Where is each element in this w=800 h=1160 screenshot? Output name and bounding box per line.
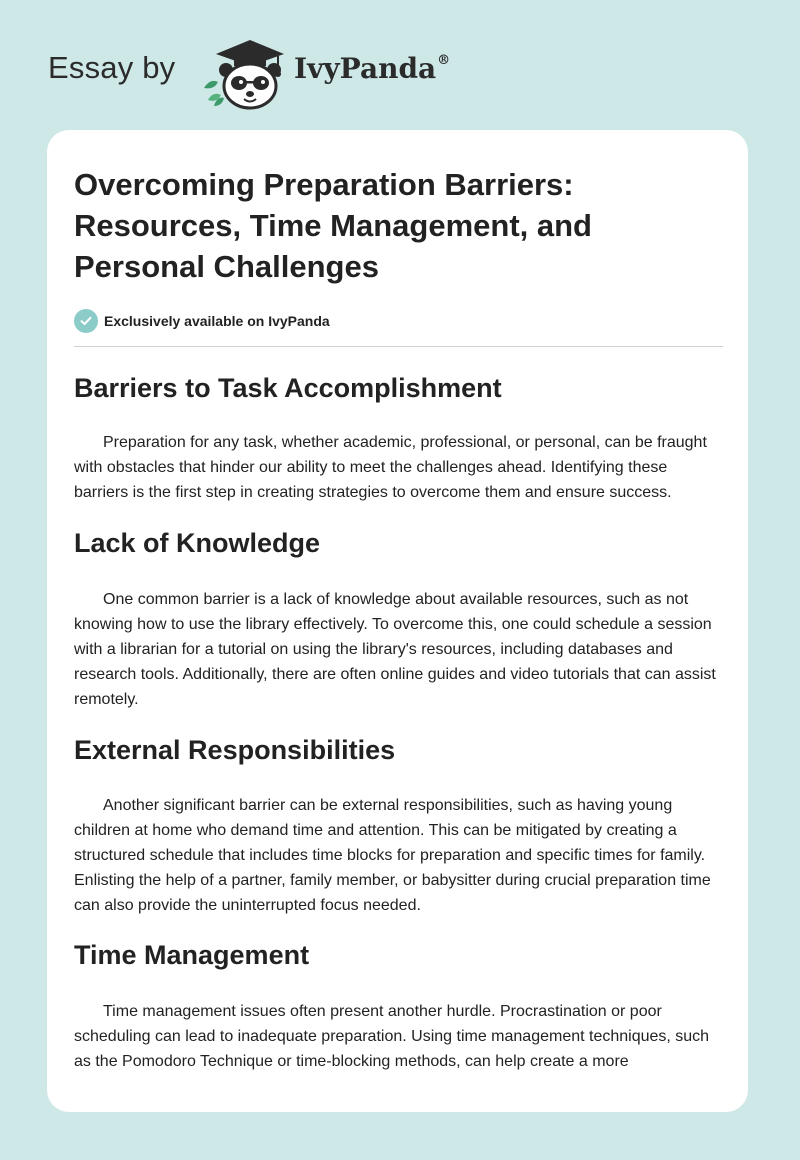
essay-content (74, 164, 724, 1074)
section-lack-of-knowledge (74, 526, 724, 712)
section-heading: Lack of Knowledge (74, 528, 321, 558)
panda-graduation-cap-logo-icon (200, 36, 286, 110)
exclusive-badge (74, 307, 724, 335)
page-title: Overcoming Preparation Barriers: Resources, Time Management, and Personal Challenges (74, 167, 592, 284)
check-circle-icon (74, 309, 98, 333)
section-paragraph: One common barrier is a lack of knowledge about available resources, such as not knowing how to use the library effectively. To overcome this, one could schedule a session with a librarian for a tutorial on using the library's resources, including databases and research tools. Additionally, there are often online guides and video tutorials that can assist remotely. (74, 591, 716, 708)
section-external-responsibilities (74, 733, 724, 918)
essay-card (47, 130, 748, 1112)
title-divider (74, 346, 723, 347)
section-heading: External Responsibilities (74, 735, 396, 765)
section-paragraph: Another significant barrier can be external responsibilities, such as having young children at home who demand time and attention. This can be mitigated by creating a structured schedule that includes time blocks for preparation and specific times for family. Enlisting the help of a partner, family member, or babysitter during crucial preparation time can also provide the uninterrupted focus needed. (74, 797, 711, 914)
section-paragraph: Preparation for any task, whether academic, professional, or personal, can be fraught with obstacles that hinder our ability to meet the challenges ahead. Identifying these barriers is the first step in creating strategies to overcome them and ensure success. (74, 434, 707, 501)
badge-label: Exclusively available on IvyPanda (104, 313, 330, 329)
site-header (48, 30, 748, 110)
section-heading: Time Management (74, 940, 310, 970)
registered-mark: ® (437, 52, 451, 68)
brand-name (294, 52, 450, 85)
brand-label: IvyPanda (294, 52, 437, 85)
essay-by-label: Essay by (48, 50, 176, 85)
section-heading: Barriers to Task Accomplishment (74, 373, 502, 403)
section-barriers (74, 371, 724, 505)
section-time-management (74, 938, 724, 1074)
section-paragraph: Time management issues often present another hurdle. Procrastination or poor scheduling can lead to inadequate preparation. Using time management techniques, such as the Pomodoro Technique or time-blocking methods, can help create a more (74, 1003, 710, 1070)
